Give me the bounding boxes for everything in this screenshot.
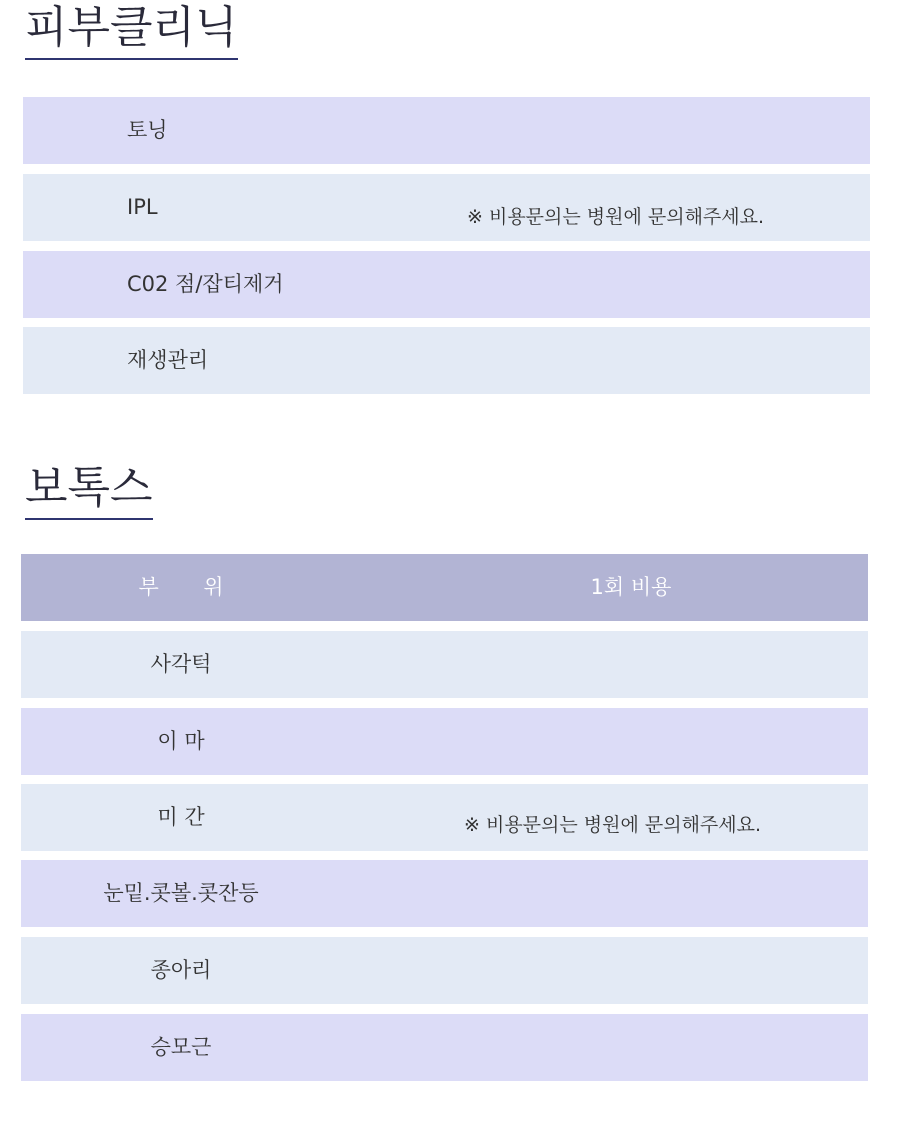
botox-item-name: 승모근 [150, 1035, 212, 1059]
skin-item-name: 재생관리 [127, 348, 209, 372]
botox-row-calf [21, 937, 868, 1004]
botox-row-forehead [21, 708, 868, 775]
skin-item-name: IPL [127, 195, 158, 219]
price-inquiry-note: ※ 비용문의는 병원에 문의해주세요. [464, 814, 762, 836]
header-cost: 1회 비용 [590, 575, 672, 599]
botox-row-glabella [21, 784, 868, 851]
botox-item-name: 이 마 [157, 729, 205, 753]
botox-title: 보톡스 [25, 466, 153, 520]
skin-item-name: C02 점/잡티제거 [127, 272, 284, 296]
botox-item-name: 눈밑.콧볼.콧잔등 [103, 881, 259, 905]
skin-item-name: 토닝 [127, 118, 168, 142]
skin-row-ipl [23, 174, 870, 241]
botox-row-jaw [21, 631, 868, 698]
skin-row-toning [23, 97, 870, 164]
header-area: 부 위 [138, 575, 243, 599]
skin-clinic-title: 피부클리닉 [25, 6, 238, 60]
botox-item-name: 사각턱 [150, 652, 212, 676]
botox-row-eyes-nose [21, 860, 868, 927]
price-inquiry-note: ※ 비용문의는 병원에 문의해주세요. [467, 206, 765, 228]
skin-row-co2 [23, 251, 870, 318]
botox-item-name: 종아리 [150, 958, 212, 982]
botox-row-trapezius [21, 1014, 868, 1081]
botox-table-header [21, 554, 868, 621]
botox-item-name: 미 간 [157, 805, 205, 829]
skin-row-regeneration [23, 327, 870, 394]
